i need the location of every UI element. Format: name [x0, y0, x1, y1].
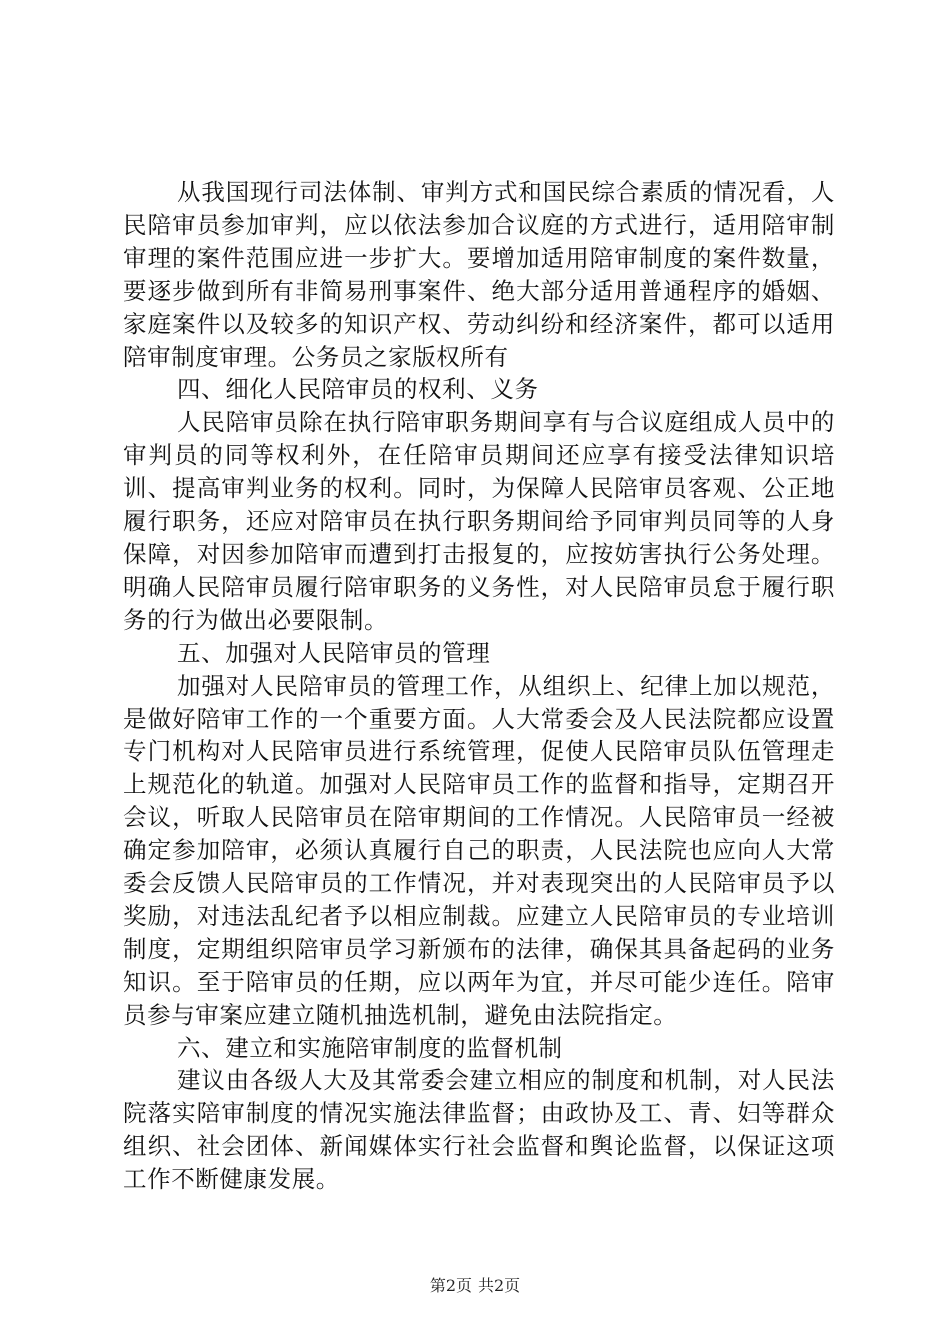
paragraph-supervision: 建议由各级人大及其常委会建立相应的制度和机制，对人民法院落实陪审制度的情况实施法律监督；由政协及工、青、妇等群众组织、社会团体、新闻媒体实行社会监督和舆论监督，以保证这项工作不断健康发展。 — [123, 1066, 835, 1194]
section-heading-management: 五、加强对人民陪审员的管理 — [177, 638, 491, 667]
section-heading-rights-duties: 四、细化人民陪审员的权利、义务 — [177, 375, 539, 404]
paragraph-scope-of-jury-trials: 从我国现行司法体制、审判方式和国民综合素质的情况看，人民陪审员参加审判，应以依法参加合议庭的方式进行，适用陪审制审理的案件范围应进一步扩大。要增加适用陪审制度的案件数量，要逐步做到所有非简易刑事案件、绝大部分适用普通程序的婚姻、家庭案件以及较多的知识产权、劳动纠纷和经济案件，都可以适用陪审制度审理。公务员之家版权所有 — [123, 178, 835, 371]
paragraph-management: 加强对人民陪审员的管理工作，从组织上、纪律上加以规范，是做好陪审工作的一个重要方面。人大常委会及人民法院都应设置专门机构对人民陪审员进行系统管理，促使人民陪审员队伍管理走上规范化的轨道。加强对人民陪审员工作的监督和指导，定期召开会议，听取人民陪审员在陪审期间的工作情况。人民陪审员一经被确定参加陪审，必须认真履行自己的职责，人民法院也应向人大常委会反馈人民陪审员的工作情况，并对表现突出的人民陪审员予以奖励，对违法乱纪者予以相应制裁。应建立人民陪审员的专业培训制度，定期组织陪审员学习新颁布的法律，确保其具备起码的业务知识。至于陪审员的任期，应以两年为宜，并尽可能少连任。陪审员参与审案应建立随机抽选机制，避免由法院指定。 — [123, 671, 835, 1029]
page-number: 第2页 — [429, 1276, 472, 1295]
document-body — [123, 176, 835, 1196]
paragraph-rights-duties: 人民陪审员除在执行陪审职务期间享有与合议庭组成人员中的审判员的同等权利外，在任陪审员期间还应享有接受法律知识培训、提高审判业务的权利。同时，为保障人民陪审员客观、公正地履行职务，还应对陪审员在执行职务期间给予同审判员同等的人身保障，对因参加陪审而遭到打击报复的，应按妨害执行公务处理。明确人民陪审员履行陪审职务的义务性，对人民陪审员怠于履行职务的行为做出必要限制。 — [123, 408, 835, 634]
section-heading-supervision: 六、建立和实施陪审制度的监督机制 — [177, 1033, 563, 1062]
page-total: 共2页 — [478, 1276, 521, 1295]
page-footer — [0, 1276, 950, 1296]
